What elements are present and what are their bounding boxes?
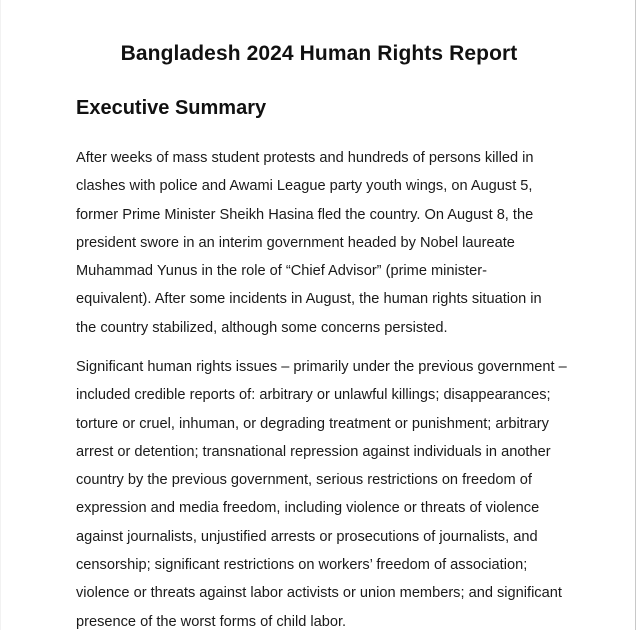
paragraph-2: [76, 353, 636, 636]
paragraph-line: torture or cruel, inhuman, or degrading treatment or punishment; arbitrary: [76, 415, 549, 432]
paragraph-line: the country stabilized, although some concerns persisted.: [76, 319, 448, 336]
paragraph-line: equivalent). After some incidents in August, the human rights situation in: [76, 291, 542, 308]
section-heading: Executive Summary: [76, 97, 267, 119]
paragraph-line: president swore in an interim government headed by Nobel laureate: [76, 234, 515, 251]
paragraph-line: former Prime Minister Sheikh Hasina fled the country. On August 8, the: [76, 206, 534, 223]
paragraph-line: Muhammad Yunus in the role of “Chief Advisor” (prime minister-: [76, 263, 487, 280]
paragraph-1: [76, 144, 636, 342]
document-title: Bangladesh 2024 Human Rights Report: [120, 42, 518, 65]
paragraph-line: censorship; significant restrictions on workers’ freedom of association;: [76, 557, 528, 574]
paragraph-line: expression and media freedom, including violence or threats of violence: [76, 500, 540, 517]
paragraph-line: clashes with police and Awami League party youth wings, on August 5,: [76, 178, 533, 195]
paragraph-line: Significant human rights issues – primarily under the previous government –: [76, 359, 567, 375]
paragraph-line: violence or threats against labor activists or union members; and significant: [76, 585, 562, 602]
paragraph-line: country by the previous government, serious restrictions on freedom of: [76, 472, 532, 489]
paragraph-line: included credible reports of: arbitrary or unlawful killings; disappearances;: [76, 387, 551, 404]
paragraph-line: After weeks of mass student protests and hundreds of persons killed in: [76, 150, 534, 166]
paragraph-line: presence of the worst forms of child labor.: [76, 613, 347, 630]
paragraph-line: against journalists, unjustified arrests or prosecutions of journalists, and: [76, 528, 538, 545]
paragraph-line: arrest or detention; transnational repression against individuals in another: [76, 443, 551, 460]
